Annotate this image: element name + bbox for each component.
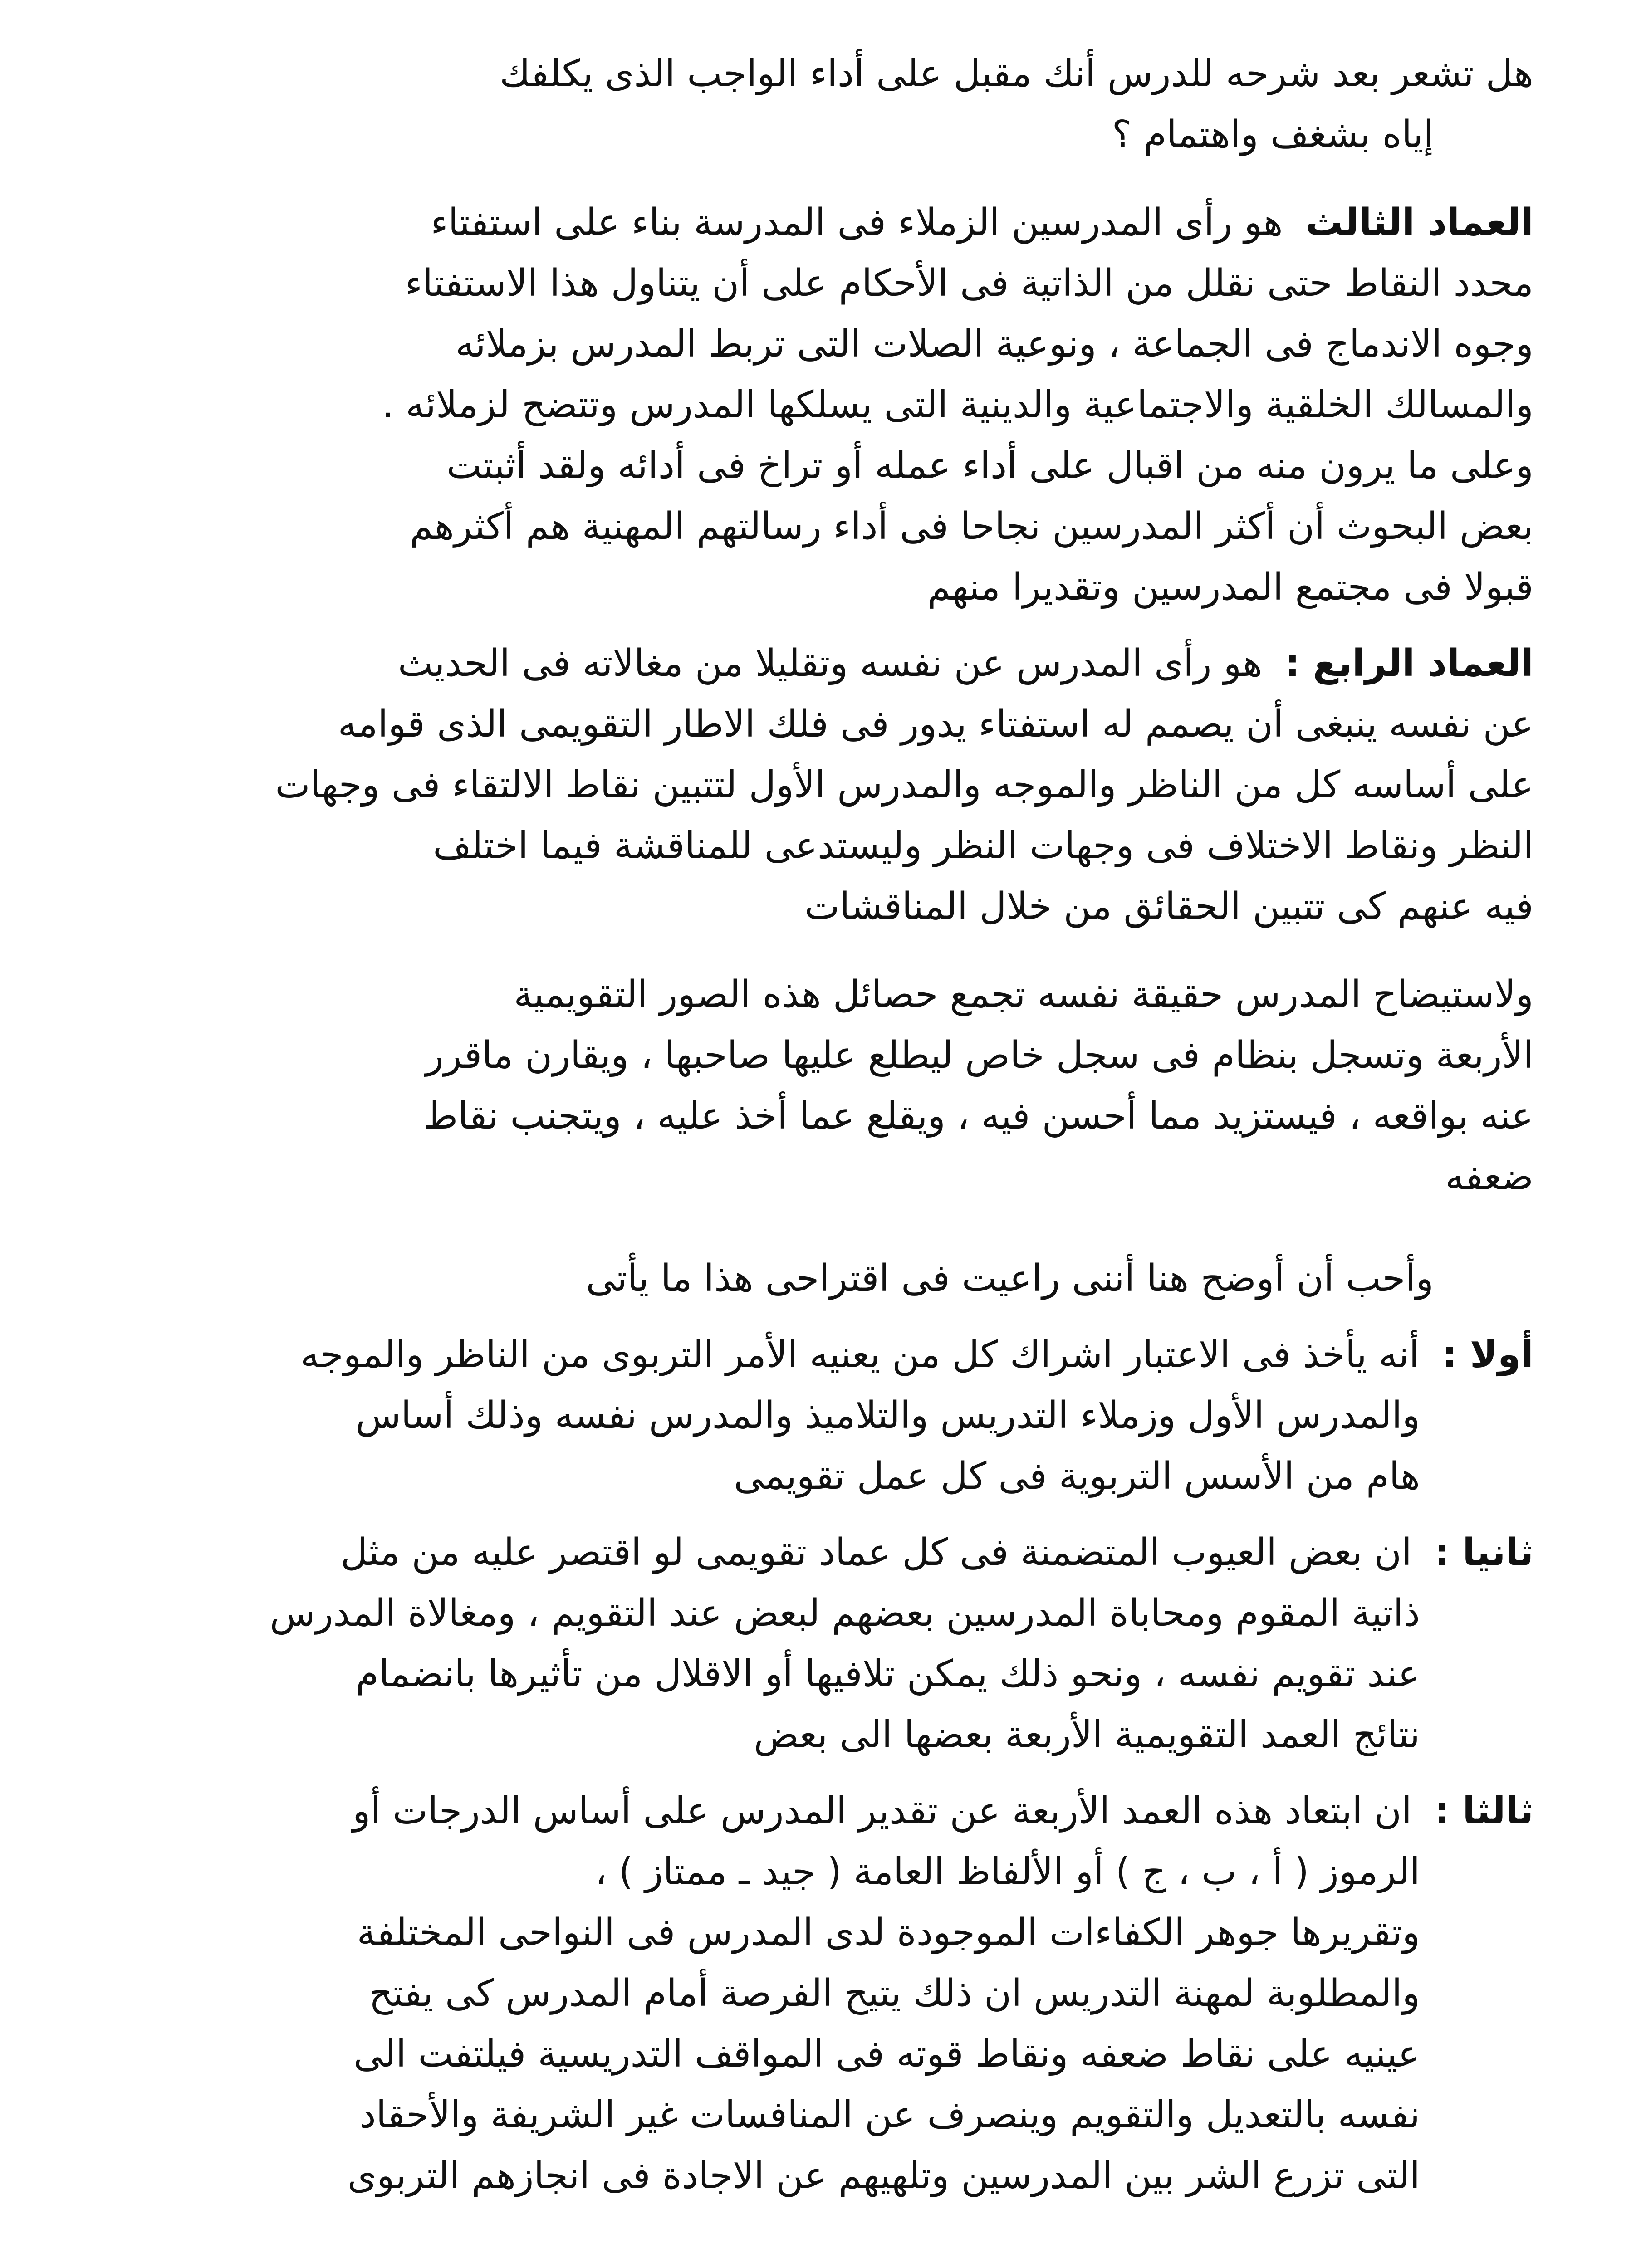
text-line: وعلى ما يرون منه من اقبال على أداء عمله أو تراخ فى أدائه ولقد أثبتت — [446, 444, 1533, 487]
text-line: إياه بشغف واهتمام ؟ — [1112, 113, 1434, 156]
summary-paragraph — [82, 964, 1533, 1207]
text-line: عنه بواقعه ، فيستزيد مما أحسن فيه ، ويقلع عما أخذ عليه ، ويتجنب نقاط — [423, 1095, 1533, 1138]
clarify-paragraph — [82, 1248, 1533, 1309]
text-segment: هو رأى المدرس عن نفسه وتقليلا من مغالاته فى الحديث — [398, 642, 1263, 685]
fourth-pillar-paragraph — [82, 633, 1533, 937]
text-line: ذاتية المقوم ومحاباة المدرسين بعضهم لبعض عند التقويم ، ومغالاة المدرس — [269, 1592, 1420, 1635]
text-line: عند تقويم نفسه ، ونحو ذلك يمكن تلافيها أو الاقلال من تأثيرها بانضمام — [356, 1652, 1420, 1696]
point-second-paragraph — [82, 1522, 1533, 1765]
third-pillar-paragraph — [82, 192, 1533, 618]
text-line: الأربعة وتسجل بنظام فى سجل خاص ليطلع عليها صاحبها ، ويقارن ماقرر — [426, 1034, 1533, 1077]
text-line — [82, 1325, 1533, 1385]
text-segment: ان بعض العيوب المتضمنة فى كل عماد تقويمى لو اقتصر عليه من مثل — [340, 1531, 1412, 1574]
text-line: بعض البحوث أن أكثر المدرسين نجاحا فى أداء رسالتهم المهنية هم أكثرهم — [410, 505, 1533, 548]
text-line: والمدرس الأول وزملاء التدريس والتلاميذ والمدرس نفسه وذلك أساس — [355, 1394, 1420, 1437]
text-line: وتقريرها جوهر الكفاءات الموجودة لدى المدرس فى النواحى المختلفة — [357, 1911, 1420, 1954]
text-segment: ان ابتعاد هذه العمد الأربعة عن تقدير المدرس على أساس الدرجات أو — [352, 1789, 1412, 1833]
section-heading-fourth-pillar: العماد الرابع : — [1285, 642, 1533, 685]
text-line — [82, 1522, 1533, 1583]
text-line: نفسه بالتعديل والتقويم وينصرف عن المنافسات غير الشريفة والأحقاد — [359, 2093, 1420, 2136]
text-line: عينيه على نقاط ضعفه ونقاط قوته فى المواقف التدريسية فيلتفت الى — [353, 2033, 1420, 2076]
text-segment: هو رأى المدرسين الزملاء فى المدرسة بناء على استفتاء — [431, 201, 1283, 244]
point-label-second: ثانيا : — [1435, 1531, 1533, 1574]
text-line: نتائج العمد التقويمية الأربعة بعضها الى بعض — [754, 1713, 1420, 1756]
text-line — [82, 192, 1533, 253]
text-line: والمسالك الخلقية والاجتماعية والدينية التى يسلكها المدرس وتتضح لزملائه . — [382, 383, 1533, 426]
text-line: ضعفه — [1445, 1155, 1533, 1198]
text-segment: أنه يأخذ فى الاعتبار اشراك كل من يعنيه الأمر التربوى من الناظر والموجه — [300, 1333, 1420, 1376]
text-line: التى تزرع الشر بين المدرسين وتلهيهم عن الاجادة فى انجازهم التربوى — [347, 2154, 1420, 2197]
text-line: النظر ونقاط الاختلاف فى وجهات النظر وليستدعى للمناقشة فيما اختلف — [433, 824, 1533, 867]
text-line: وأحب أن أوضح هنا أننى راعيت فى اقتراحى هذا ما يأتى — [586, 1257, 1434, 1300]
text-line: وجوه الاندماج فى الجماعة ، ونوعية الصلات التى تربط المدرس بزملائه — [455, 323, 1533, 366]
point-label-first: أولا : — [1442, 1333, 1533, 1376]
text-line: عن نفسه ينبغى أن يصمم له استفتاء يدور فى فلك الاطار التقويمى الذى قوامه — [338, 703, 1533, 746]
text-line: والمطلوبة لمهنة التدريس ان ذلك يتيح الفرصة أمام المدرس كى يفتح — [368, 1972, 1420, 2015]
text-line: هام من الأسس التربوية فى كل عمل تقويمى — [734, 1455, 1420, 1498]
section-heading-third-pillar: العماد الثالث — [1305, 201, 1533, 244]
intro-paragraph — [82, 44, 1533, 165]
text-line: محدد النقاط حتى نقلل من الذاتية فى الأحكام على أن يتناول هذا الاستفتاء — [405, 262, 1533, 305]
document-page — [82, 44, 1533, 2268]
point-label-third: ثالثا : — [1435, 1789, 1533, 1833]
text-line — [82, 1781, 1533, 1842]
text-line: فيه عنهم كى تتبين الحقائق من خلال المناقشات — [804, 885, 1533, 928]
text-line: الرموز ( أ ، ب ، ج ) أو الألفاظ العامة ( جيد ـ ممتاز ) ، — [595, 1850, 1420, 1893]
point-first-paragraph — [82, 1325, 1533, 1507]
text-line: على أساسه كل من الناظر والموجه والمدرس الأول لتتبين نقاط الالتقاء فى وجهات — [275, 763, 1533, 807]
text-line: ولاستيضاح المدرس حقيقة نفسه تجمع حصائل هذه الصور التقويمية — [514, 973, 1533, 1016]
text-line: قبولا فى مجتمع المدرسين وتقديرا منهم — [927, 566, 1533, 609]
text-line — [82, 633, 1533, 694]
text-line: هل تشعر بعد شرحه للدرس أنك مقبل على أداء الواجب الذى يكلفك — [500, 52, 1533, 95]
point-third-paragraph — [82, 1781, 1533, 2206]
